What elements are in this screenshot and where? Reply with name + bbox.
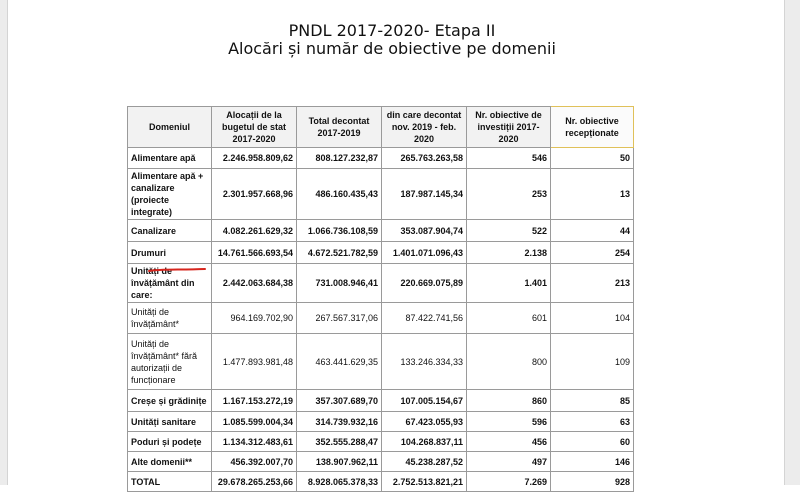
table-row — [128, 220, 634, 242]
cell-settled-nov-feb: 353.087.904,74 — [382, 220, 467, 242]
cell-allocation: 2.301.957.668,96 — [212, 169, 297, 220]
cell-received: 50 — [551, 148, 634, 169]
table-row — [128, 303, 634, 334]
cell-total-settled: 808.127.232,87 — [297, 148, 382, 169]
cell-domain: Unități de învățământ* — [128, 303, 212, 334]
cell-total-settled: 314.739.932,16 — [297, 412, 382, 432]
cell-domain: Canalizare — [128, 220, 212, 242]
page-subtitle: Alocări și număr de obiective pe domenii — [228, 39, 556, 58]
table-row — [128, 412, 634, 432]
cell-objectives: 596 — [467, 412, 551, 432]
header-allocations: Alocații de la bugetul de stat 2017-2020 — [212, 107, 297, 148]
table-row — [128, 452, 634, 472]
cell-total-settled: 138.907.962,11 — [297, 452, 382, 472]
cell-allocation: 1.477.893.981,48 — [212, 334, 297, 390]
cell-objectives: 800 — [467, 334, 551, 390]
cell-settled-nov-feb: 265.763.263,58 — [382, 148, 467, 169]
cell-received: 146 — [551, 452, 634, 472]
cell-domain: Alimentare apă — [128, 148, 212, 169]
table-row — [128, 334, 634, 390]
cell-domain: Drumuri — [128, 242, 212, 264]
cell-domain: Unități sanitare — [128, 412, 212, 432]
cell-received: 13 — [551, 169, 634, 220]
cell-total-settled: 486.160.435,43 — [297, 169, 382, 220]
cell-allocation: 1.134.312.483,61 — [212, 432, 297, 452]
table-row — [128, 390, 634, 412]
cell-domain: Unități de învățământ din care: — [128, 264, 212, 303]
cell-received: 63 — [551, 412, 634, 432]
cell-objectives: 253 — [467, 169, 551, 220]
cell-domain: Alte domenii** — [128, 452, 212, 472]
page-title: PNDL 2017-2020- Etapa II — [288, 21, 496, 40]
table-row — [128, 148, 634, 169]
cell-received: 254 — [551, 242, 634, 264]
table-row — [128, 432, 634, 452]
cell-settled-nov-feb: 187.987.145,34 — [382, 169, 467, 220]
cell-received: 60 — [551, 432, 634, 452]
table-row — [128, 169, 634, 220]
cell-domain: Poduri și podețe — [128, 432, 212, 452]
cell-received: 928 — [551, 472, 634, 492]
cell-allocation: 1.167.153.272,19 — [212, 390, 297, 412]
cell-settled-nov-feb: 2.752.513.821,21 — [382, 472, 467, 492]
cell-total-settled: 357.307.689,70 — [297, 390, 382, 412]
cell-allocation: 29.678.265.253,66 — [212, 472, 297, 492]
cell-total-settled: 4.672.521.782,59 — [297, 242, 382, 264]
cell-objectives: 860 — [467, 390, 551, 412]
cell-total-settled: 8.928.065.378,33 — [297, 472, 382, 492]
table-row-total — [128, 472, 634, 492]
cell-total-settled: 1.066.736.108,59 — [297, 220, 382, 242]
cell-total-settled: 463.441.629,35 — [297, 334, 382, 390]
cell-total-settled: 731.008.946,41 — [297, 264, 382, 303]
cell-domain: Creșe și grădinițe — [128, 390, 212, 412]
table-header-row — [128, 107, 634, 148]
cell-total-settled: 267.567.317,06 — [297, 303, 382, 334]
cell-domain: Unități de învățământ* fără autorizații de funcționare — [128, 334, 212, 390]
cell-received: 44 — [551, 220, 634, 242]
cell-allocation: 456.392.007,70 — [212, 452, 297, 472]
cell-allocation: 14.761.566.693,54 — [212, 242, 297, 264]
cell-objectives: 1.401 — [467, 264, 551, 303]
cell-objectives: 601 — [467, 303, 551, 334]
cell-objectives: 7.269 — [467, 472, 551, 492]
header-total-settled: Total decontat 2017-2019 — [297, 107, 382, 148]
header-domain: Domeniul — [128, 107, 212, 148]
allocation-table — [127, 106, 634, 492]
cell-settled-nov-feb: 220.669.075,89 — [382, 264, 467, 303]
cell-received: 213 — [551, 264, 634, 303]
table-row — [128, 242, 634, 264]
cell-settled-nov-feb: 107.005.154,67 — [382, 390, 467, 412]
cell-allocation: 1.085.599.004,34 — [212, 412, 297, 432]
window-left-edge — [0, 0, 8, 485]
cell-settled-nov-feb: 87.422.741,56 — [382, 303, 467, 334]
cell-objectives: 546 — [467, 148, 551, 169]
cell-settled-nov-feb: 104.268.837,11 — [382, 432, 467, 452]
red-underline-annotation — [148, 267, 206, 273]
cell-total-settled: 352.555.288,47 — [297, 432, 382, 452]
cell-domain: TOTAL — [128, 472, 212, 492]
cell-settled-nov-feb: 133.246.334,33 — [382, 334, 467, 390]
cell-allocation: 2.442.063.684,38 — [212, 264, 297, 303]
cell-objectives: 456 — [467, 432, 551, 452]
cell-allocation: 4.082.261.629,32 — [212, 220, 297, 242]
cell-domain: Alimentare apă + canalizare (proiecte integrate) — [128, 169, 212, 220]
cell-settled-nov-feb: 45.238.287,52 — [382, 452, 467, 472]
cell-received: 104 — [551, 303, 634, 334]
cell-objectives: 2.138 — [467, 242, 551, 264]
window-scrollbar[interactable] — [784, 0, 800, 485]
header-objectives-count: Nr. obiective de investiții 2017-2020 — [467, 107, 551, 148]
cell-received: 85 — [551, 390, 634, 412]
cell-allocation: 964.169.702,90 — [212, 303, 297, 334]
header-received-count: Nr. obiective recepționate — [551, 107, 634, 148]
cell-objectives: 497 — [467, 452, 551, 472]
header-settled-nov-feb: din care decontat nov. 2019 - feb. 2020 — [382, 107, 467, 148]
cell-settled-nov-feb: 67.423.055,93 — [382, 412, 467, 432]
cell-received: 109 — [551, 334, 634, 390]
cell-objectives: 522 — [467, 220, 551, 242]
cell-settled-nov-feb: 1.401.071.096,43 — [382, 242, 467, 264]
cell-allocation: 2.246.958.809,62 — [212, 148, 297, 169]
